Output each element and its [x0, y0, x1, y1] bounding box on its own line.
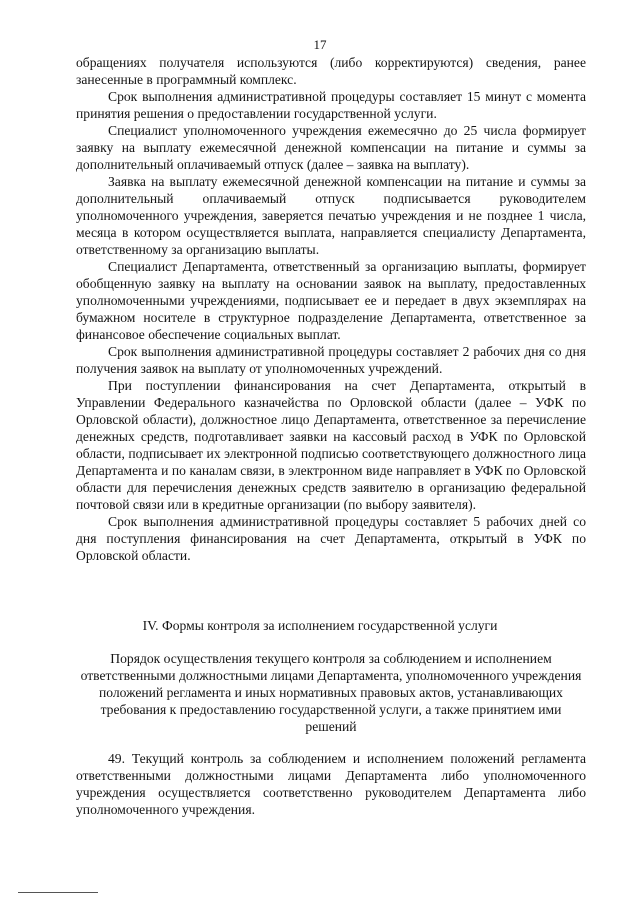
paragraph: Заявка на выплату ежемесячной денежной компенсации на питание и суммы за дополнительный оплачиваемый отпуск подписывается руководителем уполномоченного учреждения, заверяется печатью учреждения и не позднее 1 числа, месяца в котором осуществляется выплата, направляется специалисту Департамента, ответственному за организацию выплаты.: [76, 174, 586, 257]
paragraph: Специалист уполномоченного учреждения ежемесячно до 25 числа формирует заявку на выплату ежемесячной денежной компенсации на питание и суммы за дополнительный оплачиваемый отпуск (далее – заявка на выплату).: [76, 123, 586, 172]
footnote-rule: [18, 892, 98, 893]
paragraph: Срок выполнения административной процедуры составляет 2 рабочих дня со дня получения заявок на выплату от уполномоченных учреждений.: [76, 344, 586, 376]
paragraph: Специалист Департамента, ответственный за организацию выплаты, формирует обобщенную заявку на выплату на основании заявок на выплату, предоставленных уполномоченными учреждениями, подписывает ее и передает в двух экземплярах на бумажном носителе в структурное подразделение Департамента, ответственное за финансовое обеспечение социальных выплат.: [76, 259, 586, 342]
body-text: [76, 54, 586, 564]
paragraph: Срок выполнения административной процедуры составляет 15 минут с момента принятия решения о предоставлении государственной услуги.: [76, 89, 586, 121]
paragraph-49: 49. Текущий контроль за соблюдением и исполнением положений регламента ответственными должностными лицами Департамента либо уполномоченного учреждения осуществляется соответственно руководителем Департамента либо уполномоченного учреждения.: [76, 751, 586, 817]
page-number: 17: [313, 37, 327, 52]
paragraph: Срок выполнения административной процедуры составляет 5 рабочих дней со дня поступления финансирования на счет Департамента, открытый в УФК по Орловской области.: [76, 514, 586, 563]
paragraph-continuation: обращениях получателя используются (либо корректируются) сведения, ранее занесенные в программный комплекс.: [76, 55, 586, 87]
paragraph: При поступлении финансирования на счет Департамента, открытый в Управлении Федерального казначейства по Орловской области (далее – УФК по Орловской области), должностное лицо Департамента, ответственное за перечисление денежных средств, подготавливает заявки на кассовый расход в УФК по Орловской области, подписывает их электронной подписью соответствующего должностного лица Департамента и по каналам связи, в электронном виде направляет в УФК по Орловской области для перечисления денежных средств заявителю в организацию федеральной почтовой связи или в кредитные организации (по выбору заявителя).: [76, 378, 586, 512]
subsection-heading: Порядок осуществления текущего контроля за соблюдением и исполнением ответственными должностными лицами Департамента, уполномоченного учреждения положений регламента и иных нормативных правовых актов, устанавливающих требования к предоставлению государственной услуги, а также принятием ими решений: [80, 651, 582, 734]
paragraph-49-block: [76, 750, 586, 818]
section-heading: IV. Формы контроля за исполнением государственной услуги: [142, 618, 498, 633]
